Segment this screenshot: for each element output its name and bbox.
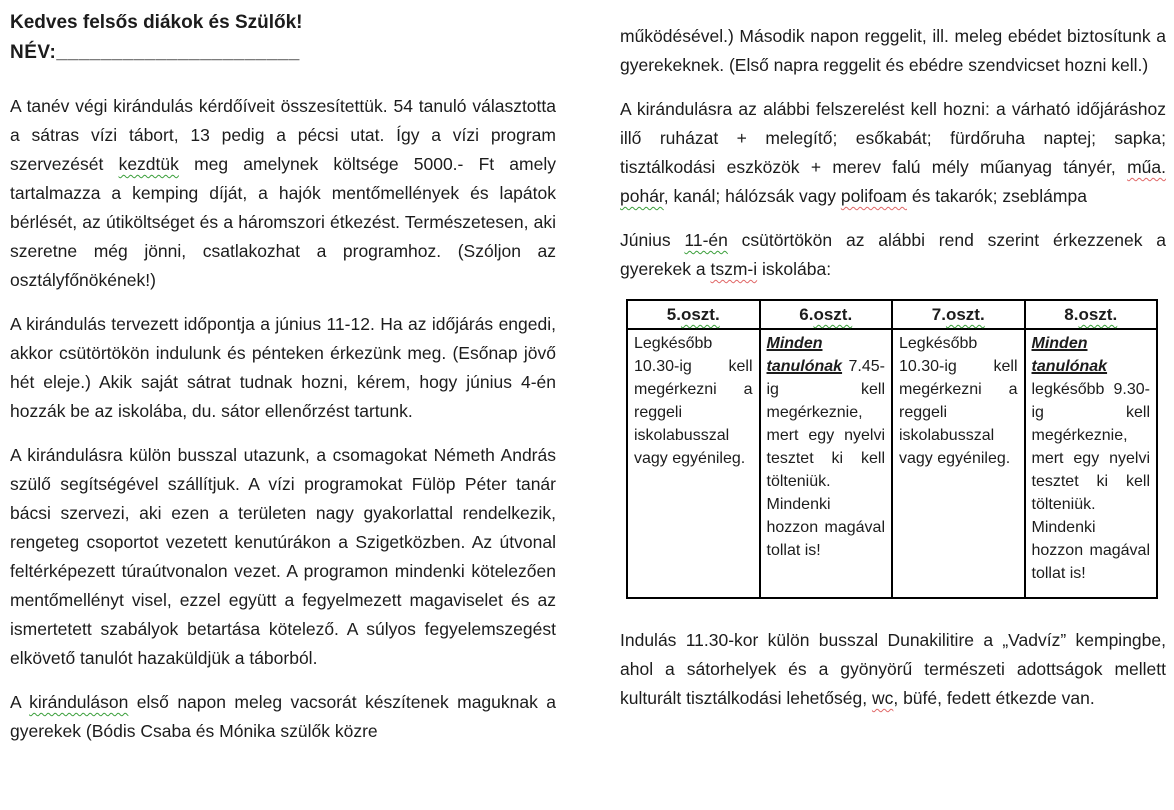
text-segment: Indulás 11.30-kor külön busszal Dunakilitire a „Vadvíz” kempingbe, ahol a sátorhelyek és a gyönyörű természeti adottságok mellett kulturált tisztálkodási lehetőség,: [620, 630, 1166, 708]
text-segment: oszt.: [813, 305, 853, 324]
text-segment: Június: [620, 230, 685, 250]
paragraph-meals-start: [10, 688, 556, 746]
text-segment: pohár: [620, 186, 664, 206]
text-segment: oszt.: [680, 305, 720, 324]
table-cell-7th-grade: [892, 329, 1025, 598]
text-segment: A kirándulásra külön busszal utazunk, a csomagokat Németh András szülő segítségével szállítjuk. A vízi programokat Fülöp Péter tanár bácsi szervezi, aki ezen a területen nagy gyakorlattal rendelkezik, rengeteg csoportot vezetett kenutúrákon a Szigetközben. Az útvonal feltérképezett túraútvonalon vezet. A programon mindenki kötelezően mentőmellényt visel, ezzel együtt a fegyelmezett magaviselet és az ismertetett szabályok betartása kötelező. A súlyos fegyelemszegést elkövető tanulót hazaküldjük a táborból.: [10, 445, 556, 668]
text-segment: oszt.: [1078, 305, 1118, 324]
table-header-8th-grade: [1025, 300, 1158, 329]
table-cell-5th-grade: [627, 329, 760, 598]
text-segment: 11-én: [684, 230, 728, 250]
right-column: [620, 8, 1166, 810]
text-segment: első napon meleg vacsorát készítenek maguknak a gyerekek (Bódis Csaba és Mónika szülők közre: [10, 692, 557, 741]
table-header-6th-grade: [760, 300, 893, 329]
text-segment: 5.: [666, 305, 681, 324]
paragraph-transport: [10, 441, 556, 673]
text-segment: kiránduláson: [29, 692, 129, 712]
text-segment: polifoam: [840, 186, 907, 206]
text-segment: csütörtökön az alábbi rend szerint érkezzenek a gyerekek a: [620, 230, 1167, 279]
paragraph-departure: [620, 626, 1166, 713]
text-segment: kezdtük: [118, 154, 179, 174]
schedule-table: [626, 299, 1158, 599]
text-segment: A kirándulásra az alábbi felszerelést kell hozni: a várható időjáráshoz illő ruházat + melegítő; esőkabát; fürdőruha naptej; sapka; tisztálkodási eszközök + merev falú mély műanyag tányér,: [620, 99, 1166, 177]
text-segment: működésével.) Második napon reggelit, ill. meleg ebédet biztosítunk a gyerekeknek. (Első napra reggelit és ebédre szendvicset hozni kell.): [620, 26, 1166, 75]
table-cell-8th-grade: [1025, 329, 1158, 598]
text-segment: A: [10, 692, 30, 712]
text-segment: oszt.: [945, 305, 985, 324]
page-title: Kedves felsős diákok és Szülők!: [10, 12, 303, 33]
text-segment: meg amelynek költsége 5000.- Ft amely tartalmazza a kemping díját, a hajók mentőmellények és lapátok bérlését, az útiköltséget és a háromszori étkezést. Természetesen, aki szeretne még jönni, csatlakozhat a programhoz. (Szóljon az osztályfőnökének!): [10, 154, 556, 290]
paragraph-meals-continued: [620, 22, 1166, 80]
paragraph-equipment: [620, 95, 1166, 211]
name-blank-line: NÉV:______________________: [10, 42, 300, 63]
text-segment: , kanál; hálózsák vagy: [663, 186, 841, 206]
table-cell-6th-grade: [760, 329, 893, 598]
text-segment: , büfé, fedett étkezde van.: [893, 688, 1095, 708]
text-segment: műa.: [1127, 157, 1166, 177]
text-segment: legkésőbb 9.30-ig kell megérkeznie, mert egy nyelvi tesztet ki kell tölteniük. Mindenki hozzon magával tollat is!: [1031, 381, 1150, 582]
left-column: [10, 8, 556, 810]
schedule-table-body: [627, 329, 1157, 598]
text-segment: A tanév végi kirándulás kérdőíveit összesítettük. 54 tanuló választotta a sátras vízi tábort, 13 pedig a pécsi utat. Így a vízi program szervezését: [10, 96, 556, 174]
text-segment: 7.: [931, 305, 946, 324]
text-segment: Minden tanulónak: [1031, 335, 1108, 375]
text-segment: Minden tanulónak: [766, 335, 843, 375]
text-segment: 7.45-ig kell megérkeznie, mert egy nyelvi tesztet ki kell tölteniük. Mindenki hozzon magával tollat is!: [766, 358, 885, 559]
text-segment: iskolába:: [757, 259, 832, 279]
text-segment: és takarók; zseblámpa: [907, 186, 1087, 206]
table-header-row: [627, 300, 1157, 329]
text-segment: A kirándulás tervezett időpontja a június 11-12. Ha az időjárás engedi, akkor csütörtökön indulunk és pénteken érkezünk meg. (Esőnap jövő hét eleje.) Akik saját sátrat tudnak hozni, kérem, hogy június 4-én hozzák be az iskolába, du. sátor ellenőrzést tartunk.: [10, 314, 556, 421]
text-segment: Legkésőbb 10.30-ig kell megérkezni a reggeli iskolabusszal vagy egyénileg.: [899, 335, 1018, 467]
paragraph-dates: [10, 310, 556, 426]
text-segment: 8.: [1064, 305, 1079, 324]
schedule-table-head: [627, 300, 1157, 329]
table-header-5th-grade: [627, 300, 760, 329]
text-segment: Legkésőbb 10.30-ig kell megérkezni a reggeli iskolabusszal vagy egyénileg.: [634, 335, 753, 467]
paragraph-arrival-intro: [620, 226, 1166, 284]
text-segment: 6.: [799, 305, 814, 324]
table-row: [627, 329, 1157, 598]
paragraph-summary: [10, 92, 556, 295]
text-segment: wc: [871, 688, 894, 708]
text-segment: tszm-i: [710, 259, 758, 279]
table-header-7th-grade: [892, 300, 1025, 329]
